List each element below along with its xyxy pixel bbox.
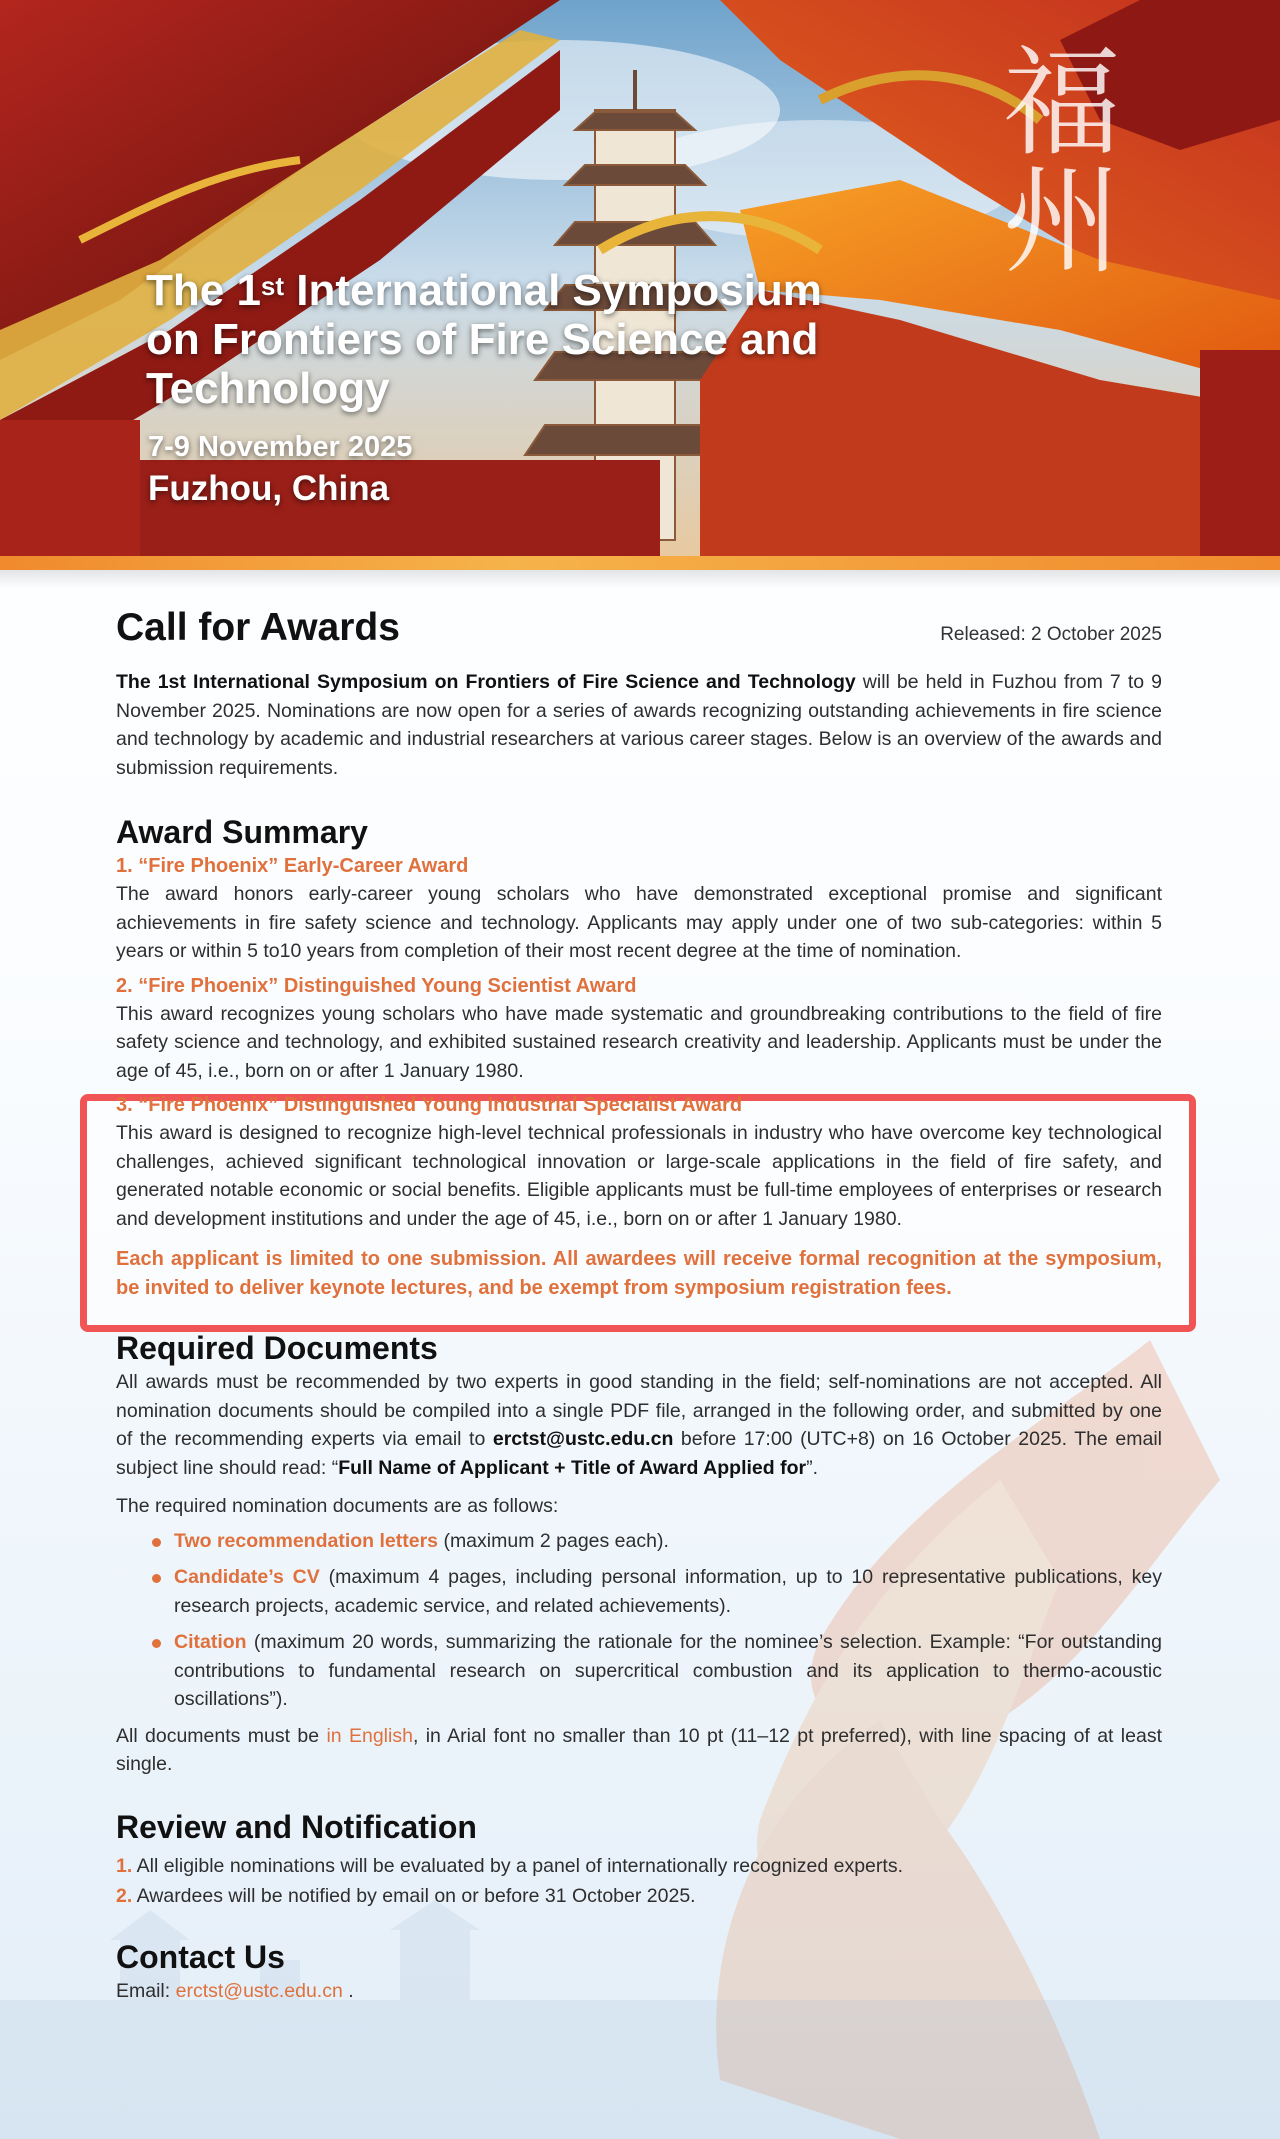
required-documents-heading: Required Documents xyxy=(116,1330,438,1366)
award-2-title: 2. “Fire Phoenix” Distinguished Young Scientist Award xyxy=(116,974,637,997)
required-documents-paragraph: All awards must be recommended by two experts in good standing in the field; self-nominations are not accepted. All nomination documents should be compiled into a single PDF file, arranged in the following order, and submitted by one of the recommending experts via email to erctst@ustc.edu.cn before 17:00 (UTC+8) on 16 October 2025. The email subject line should read: “Full Name of Applicant + Title of Award Applied for”. xyxy=(116,1371,1162,1479)
contact-email-link[interactable]: erctst@ustc.edu.cn xyxy=(175,1979,343,2002)
fuzhou-calligraphy: 福州 xyxy=(983,40,1121,276)
award-notice: Each applicant is limited to one submission. All awardees will receive formal recognition at the symposium, be invited to deliver keynote lectures, and be exempt from symposium registration fees. xyxy=(116,1248,1162,1299)
list-item: Candidate’s CV (maximum 4 pages, including personal information, up to 10 representative publications, key research projects, academic service, and related achievements). xyxy=(174,1563,1162,1620)
documents-list-intro: The required nomination documents are as follows: xyxy=(116,1495,559,1517)
hero-shadow xyxy=(0,570,1280,588)
award-3 xyxy=(116,1091,1162,1233)
award-3-text: This award is designed to recognize high-level technical professionals in industry who have overcome key technological challenges, achieved significant technological innovation or large-scale applications in the field of fire safety, and generated notable economic or social benefits. Eligible applicants must be full-time employees of enterprises or research and development institutions and under the age of 45, i.e., born on or after 1 January 1980. xyxy=(116,1122,1162,1230)
hero-orange-strip xyxy=(0,556,1280,570)
contact-line: Email: erctst@ustc.edu.cn . xyxy=(116,1979,354,2002)
list-item: Citation (maximum 20 words, summarizing the rationale for the nominee’s selection. Example: “For outstanding contributions to fundamental research on supercritical combustion and its application to thermo-acoustic oscillations”). xyxy=(174,1628,1162,1714)
contact-heading: Contact Us xyxy=(116,1938,285,1975)
hero-title: The 1st International Symposium on Frontiers of Fire Science and Technology xyxy=(146,266,822,413)
list-item: 2. Awardees will be notified by email on or before 31 October 2025. xyxy=(116,1884,696,1907)
list-item: 1. All eligible nominations will be evaluated by a panel of internationally recognized experts. xyxy=(116,1854,903,1877)
hero-dates: 7-9 November 2025 xyxy=(148,431,413,463)
review-list xyxy=(116,1851,1162,1911)
award-2-text: This award recognizes young scholars who have made systematic and groundbreaking contributions to the field of fire safety science and technology, and exhibited sustained research creativity and leadership. Applicants must be under the age of 45, i.e., born on or after 1 January 1980. xyxy=(116,1002,1162,1082)
award-3-title: 3. “Fire Phoenix” Distinguished Young Industrial Specialist Award xyxy=(116,1094,743,1116)
hero-city: Fuzhou, China xyxy=(148,469,390,508)
document-body xyxy=(116,604,1162,2005)
award-2 xyxy=(116,972,1162,1086)
page-title: Call for Awards xyxy=(116,606,400,649)
award-1-text: The award honors early-career young scholars who have demonstrated exceptional promise and significant achievements in fire safety science and technology. Applicants may apply under one of two sub-categories: within 5 years or within 5 to10 years from completion of their most recent degree at the time of nomination. xyxy=(116,883,1162,962)
title-row xyxy=(116,604,1162,652)
list-item: Two recommendation letters (maximum 2 pages each). xyxy=(174,1527,1162,1556)
documents-format-note: All documents must be in English, in Arial font no smaller than 10 pt (11–12 pt preferred), with line spacing of at least single. xyxy=(116,1724,1162,1775)
release-date: Released: 2 October 2025 xyxy=(940,624,1162,645)
award-1 xyxy=(116,852,1162,966)
intro-paragraph: The 1st International Symposium on Frontiers of Fire Science and Technology will be held in Fuzhou from 7 to 9 November 2025. Nominations are now open for a series of awards recognizing outstanding achievements in fire science and technology by academic and industrial researchers at various career stages. Below is an overview of the awards and submission requirements. xyxy=(116,671,1162,779)
submission-email[interactable]: erctst@ustc.edu.cn xyxy=(492,1428,674,1450)
hero-banner xyxy=(0,0,1280,560)
award-1-title: 1. “Fire Phoenix” Early-Career Award xyxy=(116,855,469,877)
review-heading: Review and Notification xyxy=(116,1808,477,1845)
documents-list xyxy=(116,1527,1162,1714)
award-summary-heading: Award Summary xyxy=(116,814,368,850)
